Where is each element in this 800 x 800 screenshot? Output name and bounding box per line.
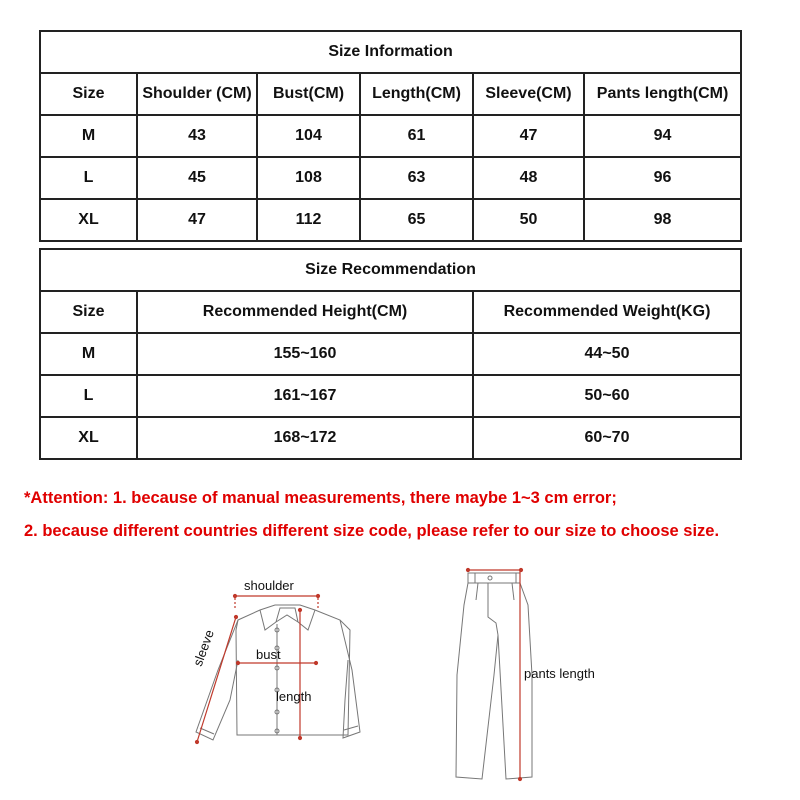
cell-size: XL <box>40 417 137 459</box>
table-row <box>40 115 741 157</box>
length-label: length <box>276 689 312 704</box>
cell-bust: 104 <box>257 115 360 157</box>
table-row <box>40 199 741 241</box>
header-length: Length(CM) <box>360 73 473 115</box>
sleeve-label: sleeve <box>190 627 217 669</box>
shirt-diagram-icon <box>180 560 380 790</box>
cell-weight: 50~60 <box>473 375 741 417</box>
cell-pants-length: 94 <box>584 115 741 157</box>
pants-length-label: pants length <box>524 666 595 681</box>
table-row <box>40 375 741 417</box>
cell-size: XL <box>40 199 137 241</box>
size-recommendation-title: Size Recommendation <box>40 249 741 291</box>
cell-sleeve: 50 <box>473 199 584 241</box>
header-bust: Bust(CM) <box>257 73 360 115</box>
cell-shoulder: 45 <box>137 157 257 199</box>
cell-weight: 44~50 <box>473 333 741 375</box>
cell-weight: 60~70 <box>473 417 741 459</box>
shoulder-label: shoulder <box>244 578 294 593</box>
cell-size: L <box>40 157 137 199</box>
bust-label: bust <box>256 647 281 662</box>
cell-size: M <box>40 115 137 157</box>
attention-note-2: 2. because different countries different size code, please refer to our size to choose size. <box>24 522 720 540</box>
header-recommended-weight: Recommended Weight(KG) <box>473 291 741 333</box>
header-pants-length: Pants length(CM) <box>584 73 741 115</box>
table-title-row <box>40 249 741 291</box>
cell-length: 65 <box>360 199 473 241</box>
header-size: Size <box>40 291 137 333</box>
cell-length: 61 <box>360 115 473 157</box>
cell-pants-length: 96 <box>584 157 741 199</box>
cell-bust: 112 <box>257 199 360 241</box>
size-information-table <box>39 30 742 242</box>
header-size: Size <box>40 73 137 115</box>
cell-length: 63 <box>360 157 473 199</box>
size-recommendation-table <box>39 248 742 460</box>
attention-note-1: *Attention: 1. because of manual measurements, there maybe 1~3 cm error; <box>24 489 617 507</box>
cell-size: M <box>40 333 137 375</box>
table-header-row <box>40 73 741 115</box>
cell-pants-length: 98 <box>584 199 741 241</box>
table-header-row <box>40 291 741 333</box>
table-row <box>40 157 741 199</box>
cell-sleeve: 47 <box>473 115 584 157</box>
cell-height: 161~167 <box>137 375 473 417</box>
table-title-row <box>40 31 741 73</box>
table-row <box>40 333 741 375</box>
cell-bust: 108 <box>257 157 360 199</box>
header-recommended-height: Recommended Height(CM) <box>137 291 473 333</box>
cell-shoulder: 47 <box>137 199 257 241</box>
cell-height: 168~172 <box>137 417 473 459</box>
cell-height: 155~160 <box>137 333 473 375</box>
cell-size: L <box>40 375 137 417</box>
header-sleeve: Sleeve(CM) <box>473 73 584 115</box>
table-row <box>40 417 741 459</box>
header-shoulder: Shoulder (CM) <box>137 73 257 115</box>
cell-sleeve: 48 <box>473 157 584 199</box>
cell-shoulder: 43 <box>137 115 257 157</box>
size-information-title: Size Information <box>40 31 741 73</box>
